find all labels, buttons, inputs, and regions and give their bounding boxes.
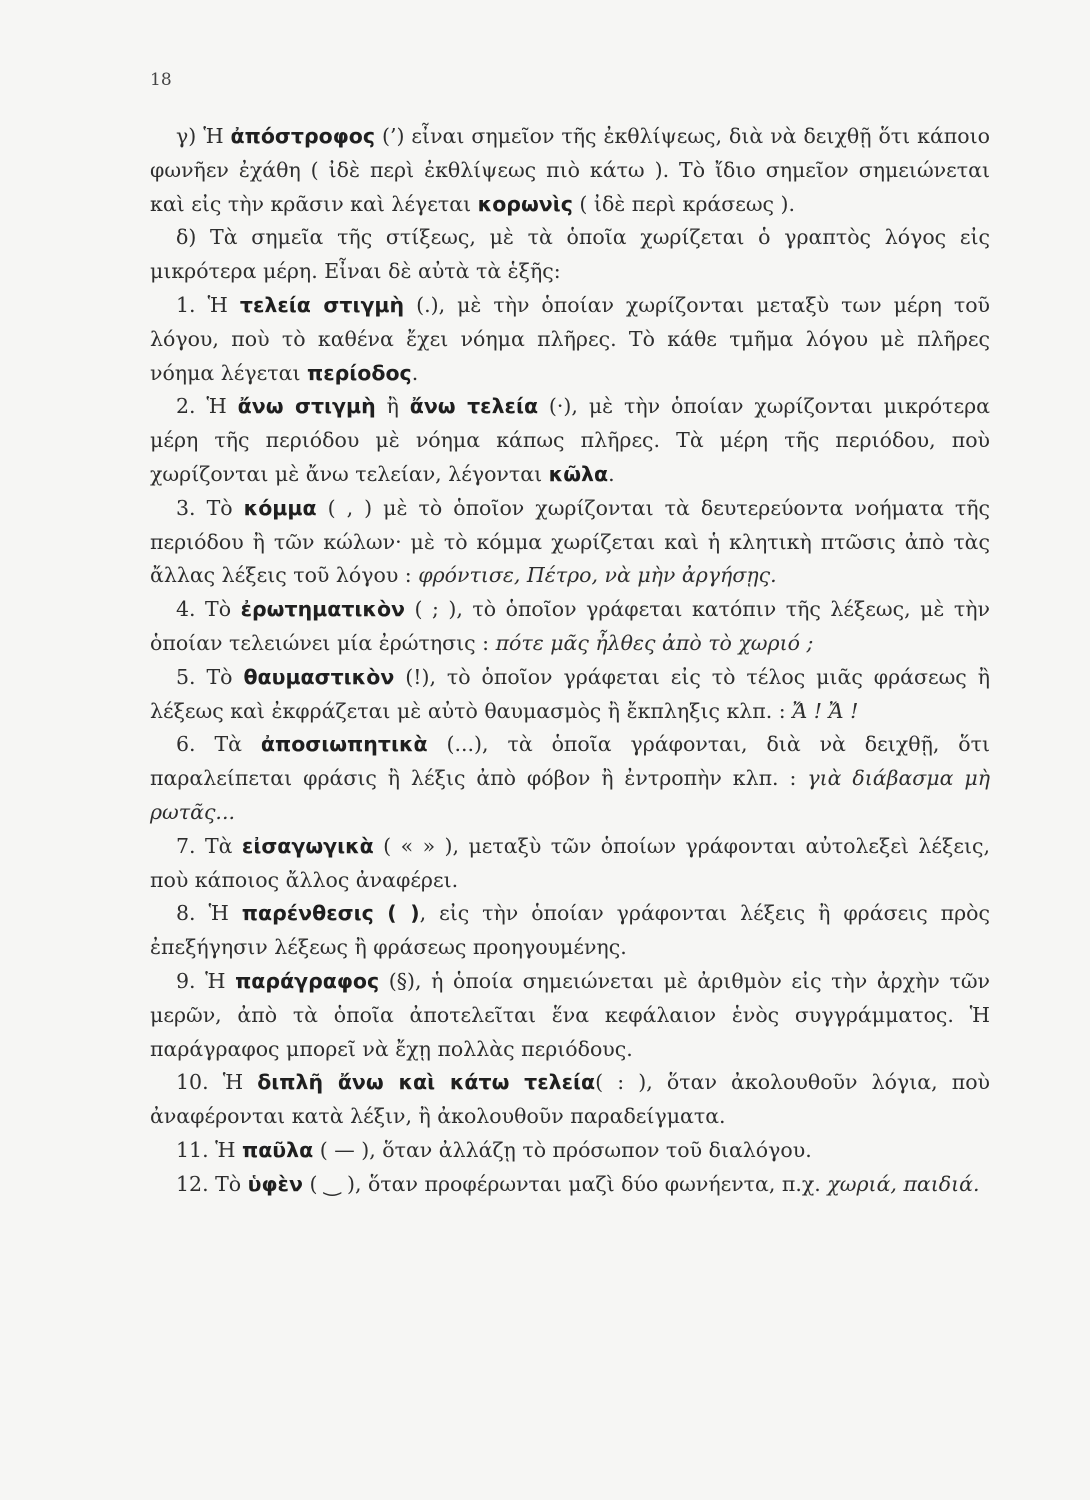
body-text <box>150 120 990 1202</box>
term-bold: παῦλα <box>241 1137 314 1162</box>
example-italic: χωριά, παιδιά. <box>827 1171 980 1196</box>
text-run: 12. Τὸ <box>176 1171 248 1196</box>
term-bold: παρένθεσις ( ) <box>241 901 420 926</box>
list-item-9 <box>150 965 990 1066</box>
term-bold: ἀποσιωπητικὰ <box>260 732 428 757</box>
text-run: 11. Ἡ <box>176 1137 242 1162</box>
example-italic: Ἄ ! Ἄ ! <box>792 698 859 723</box>
term-bold: παράγραφος <box>235 968 380 993</box>
text-run: (.), μὲ τὴν ὁποίαν χωρίζονται μεταξὺ των μέρη τοῦ λόγου, ποὺ τὸ καθένα ἔχει νόημα πλῆρες. Τὸ κάθε τμῆμα λόγου μὲ πλῆρες νόημα λέγεται <box>150 292 991 385</box>
text-run: ( — ), ὅταν ἀλλάζῃ τὸ πρόσωπον τοῦ διαλόγου. <box>313 1137 812 1162</box>
example-italic: γιὰ διάβασμα μὴ ρωτᾶς... <box>150 766 990 824</box>
list-item-5 <box>150 661 990 729</box>
term-bold: περίοδος <box>307 360 412 385</box>
text-run: 8. Ἡ <box>176 901 242 926</box>
term-bold: ὑφὲν <box>247 1171 303 1196</box>
term-bold: κόμμα <box>243 495 317 520</box>
text-run: δ) Τὰ σημεῖα τῆς στίξεως, μὲ τὰ ὁποῖα χωρίζεται ὁ γραπτὸς λόγος εἰς μικρότερα μέρη. Εἶναι δὲ αὐτὰ τὰ ἑξῆς: <box>150 225 990 284</box>
text-run: 5. Τὸ <box>176 664 244 689</box>
paragraph-gamma <box>150 120 990 221</box>
list-item-10 <box>150 1066 990 1134</box>
text-run: . <box>608 461 615 486</box>
text-run: ( ; ), τὸ ὁποῖον γράφεται κατόπιν τῆς λέξεως, μὲ τὴν ὁποίαν τελειώνει μία ἐρώτησις : <box>150 597 990 655</box>
text-run: ( : ), ὅταν ἀκολουθοῦν λόγια, ποὺ ἀναφέρονται κατὰ λέξιν, ἢ ἀκολουθοῦν παραδείγματα. <box>150 1070 990 1129</box>
term-bold: θαυμαστικὸν <box>243 664 395 689</box>
text-run: ( « » ), μεταξὺ τῶν ὁποίων γράφονται αὐτολεξεὶ λέξεις, ποὺ κάποιος ἄλλος ἀναφέρει. <box>150 833 990 892</box>
list-item-3 <box>150 492 990 593</box>
text-run: 6. Τὰ <box>176 732 261 757</box>
term-bold: κῶλα <box>548 461 609 486</box>
list-item-12 <box>150 1168 990 1202</box>
list-item-11 <box>150 1134 990 1168</box>
list-item-6 <box>150 728 990 829</box>
term-bold: ἄνω στιγμὴ <box>237 394 376 419</box>
term-bold: ἐρωτηματικὸν <box>240 597 406 622</box>
text-run: . <box>411 360 419 385</box>
list-item-4 <box>150 593 990 661</box>
list-item-1 <box>150 289 990 390</box>
text-run: 3. Τὸ <box>176 495 244 520</box>
term-bold: ἀπόστροφος <box>230 124 375 148</box>
paragraph-delta <box>150 221 990 289</box>
text-run: 9. Ἡ <box>176 968 236 993</box>
list-item-2 <box>150 390 990 491</box>
text-run: (!), τὸ ὁποῖον γράφεται εἰς τὸ τέλος μιᾶς φράσεως ἢ λέξεως καὶ ἐκφράζεται μὲ αὐτὸ θαυμασμὸς ἢ ἔκπληξις κλπ. : <box>150 664 991 723</box>
text-run: , εἰς τὴν ὁποίαν γράφονται λέξεις ἢ φράσεις πρὸς ἐπεξήγησιν λέξεως ἢ φράσεως προηγουμένης. <box>150 901 990 960</box>
example-italic: φρόντισε, Πέτρο, νὰ μὴν ἀργήσῃς. <box>418 563 777 588</box>
text-run: 1. Ἡ <box>176 292 240 317</box>
list-item-8 <box>150 897 990 965</box>
example-italic: πότε μᾶς ἦλθες ἀπὸ τὸ χωριό ; <box>495 630 814 655</box>
text-run: ( ‿ ), ὅταν προφέρωνται μαζὶ δύο φωνήεντα, π.χ. <box>302 1171 828 1196</box>
text-run: 7. Τὰ <box>176 833 242 858</box>
text-run: (·), μὲ τὴν ὁποίαν χωρίζονται μικρότερα μέρη τῆς περιόδου μὲ νόημα κάπως πλῆρες. Τὰ μέρη τῆς περιόδου, ποὺ χωρίζονται μὲ ἄνω τελείαν, λέγονται <box>150 394 991 486</box>
term-bold: κορωνὶς <box>477 191 573 216</box>
text-run: (§), ἡ ὁποία σημειώνεται μὲ ἀριθμὸν εἰς τὴν ἀρχὴν τῶν μερῶν, ἀπὸ τὰ ὁποῖα ἀποτελεῖται ἕνα κεφάλαιον ἑνὸς συγγράμματος. Ἡ παράγραφος μπορεῖ νὰ ἔχῃ πολλὰς περιόδους. <box>150 968 990 1061</box>
text-run: 2. Ἡ <box>176 394 238 419</box>
term-bold: διπλῆ ἄνω καὶ κάτω τελεία <box>257 1070 596 1095</box>
text-run: (’) εἶναι σημεῖον τῆς ἐκθλίψεως, διὰ νὰ δειχθῇ ὅτι κάποιο φωνῆεν ἐχάθη ( ἰδὲ περὶ ἐκθλίψεως πιὸ κάτω ). Τὸ ἴδιο σημεῖον σημειώνεται καὶ εἰς τὴν κρᾶσιν καὶ λέγεται <box>150 124 990 216</box>
text-run: (...), τὰ ὁποῖα γράφονται, διὰ νὰ δειχθῇ, ὅτι παραλείπεται φράσις ἢ λέξις ἀπὸ φόβον ἢ ἐντροπὴν κλπ. : <box>150 732 991 791</box>
term-bold: ἄνω τελεία <box>409 394 539 419</box>
term-bold: τελεία στιγμὴ <box>239 292 405 317</box>
text-run: ( , ) μὲ τὸ ὁποῖον χωρίζονται τὰ δευτερεύοντα νοήματα τῆς περιόδου ἢ τῶν κώλων· μὲ τὸ κόμμα χωρίζεται καὶ ἡ κλητικὴ πτῶσις ἀπὸ τὰς ἄλλας λέξεις τοῦ λόγου : <box>150 495 990 588</box>
term-bold: εἰσαγωγικὰ <box>241 833 374 858</box>
text-run: 10. Ἡ <box>176 1070 258 1095</box>
page-number: 18 <box>150 70 172 90</box>
text-run: γ) Ἡ <box>176 124 231 148</box>
text-run: ( ἰδὲ περὶ κράσεως ). <box>572 191 796 216</box>
text-run: 4. Τὸ <box>176 597 241 622</box>
text-run: ἢ <box>375 394 410 419</box>
list-item-7 <box>150 830 990 898</box>
